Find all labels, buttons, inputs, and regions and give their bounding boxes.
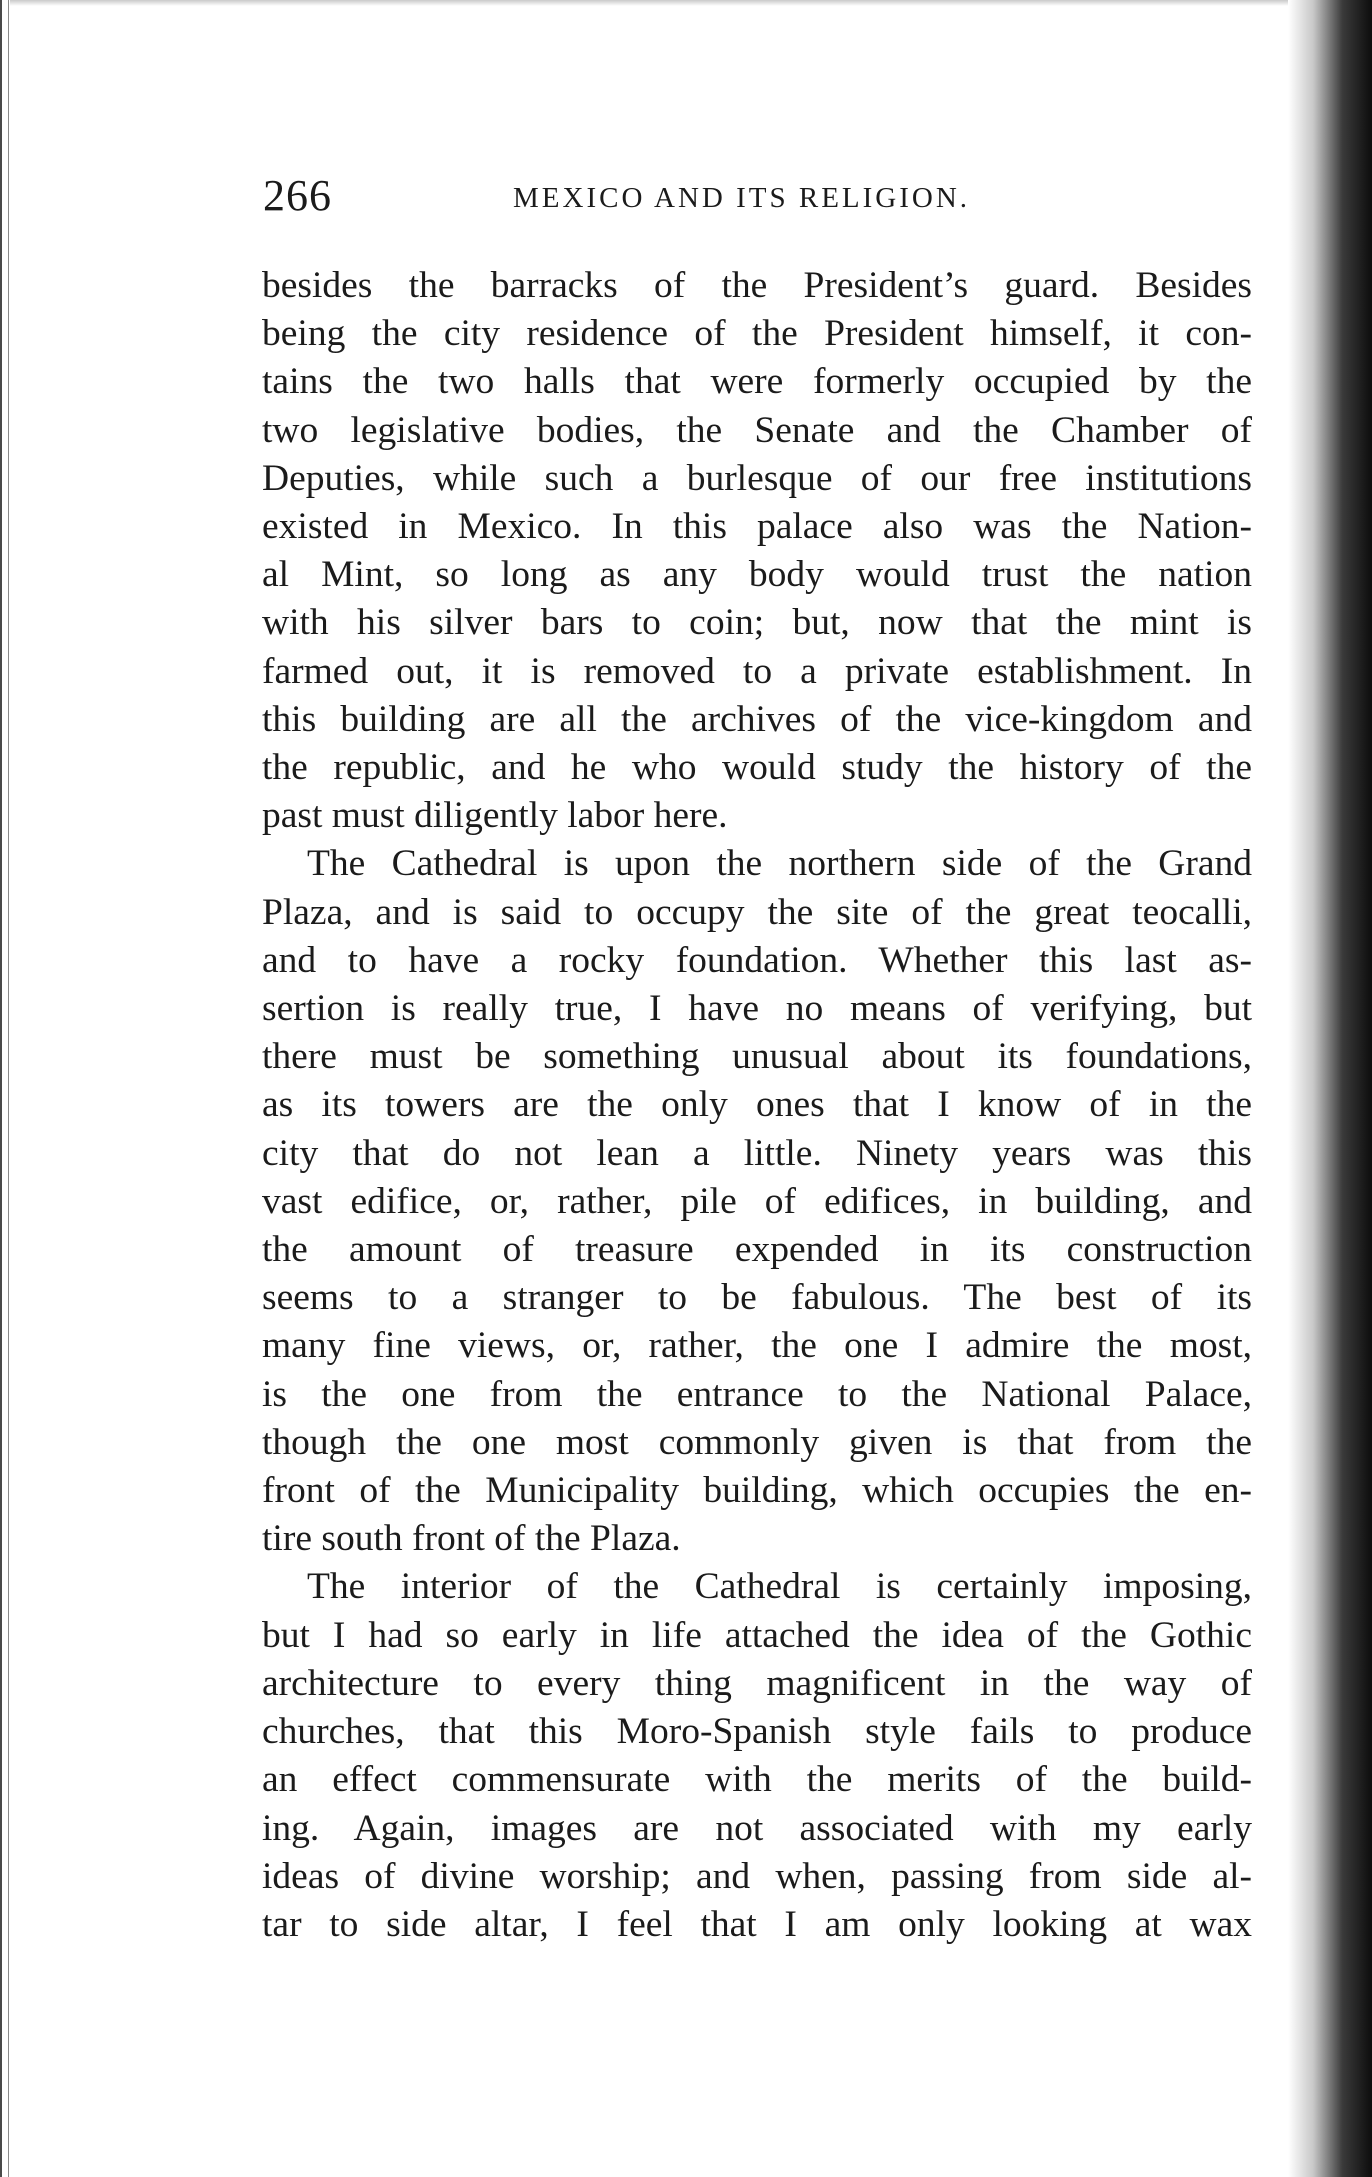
page-number: 266 bbox=[263, 171, 332, 220]
text-line: there must be something unusual about its foundations, bbox=[262, 1036, 1252, 1078]
text-line: sertion is really true, I have no means of verifying, but bbox=[262, 988, 1252, 1030]
text-line: as its towers are the only ones that I know of in the bbox=[262, 1084, 1252, 1126]
text-line: but I had so early in life attached the idea of the Gothic bbox=[262, 1614, 1252, 1656]
text-line: The Cathedral is upon the northern side of the Grand bbox=[307, 843, 1252, 885]
text-line: existed in Mexico. In this palace also was the Nation- bbox=[262, 506, 1252, 548]
text-line: tar to side altar, I feel that I am only looking at wax bbox=[262, 1903, 1252, 1945]
running-head: MEXICO AND ITS RELIGION. bbox=[513, 182, 971, 214]
text-line: the republic, and he who would study the history of the bbox=[262, 747, 1252, 789]
text-line: seems to a stranger to be fabulous. The best of its bbox=[262, 1277, 1252, 1319]
text-line: many fine views, or, rather, the one I admire the most, bbox=[262, 1325, 1252, 1367]
text-line: Deputies, while such a burlesque of our free institutions bbox=[262, 457, 1252, 499]
text-line: the amount of treasure expended in its construction bbox=[262, 1229, 1252, 1271]
page-shadow-edge bbox=[1288, 0, 1372, 2177]
text-line: city that do not lean a little. Ninety years was this bbox=[262, 1132, 1252, 1174]
text-line: The interior of the Cathedral is certainly imposing, bbox=[307, 1566, 1252, 1608]
text-line: two legislative bodies, the Senate and the Chamber of bbox=[262, 409, 1252, 451]
text-line: an effect commensurate with the merits of the build- bbox=[262, 1759, 1252, 1801]
text-line: ideas of divine worship; and when, passing from side al- bbox=[262, 1855, 1252, 1897]
text-line: vast edifice, or, rather, pile of edifices, in building, and bbox=[262, 1180, 1252, 1222]
text-line: ing. Again, images are not associated with my early bbox=[262, 1807, 1252, 1849]
text-line: churches, that this Moro-Spanish style fails to produce bbox=[262, 1711, 1252, 1753]
text-line: this building are all the archives of the vice-kingdom and bbox=[262, 698, 1252, 740]
paragraph bbox=[262, 840, 1252, 1563]
text-line: with his silver bars to coin; but, now that the mint is bbox=[262, 602, 1252, 644]
text-line: tire south front of the Plaza. bbox=[262, 1518, 681, 1560]
text-line: and to have a rocky foundation. Whether this last as- bbox=[262, 939, 1252, 981]
page-top-edge bbox=[0, 0, 1372, 6]
text-line: al Mint, so long as any body would trust the nation bbox=[262, 554, 1252, 596]
text-line: Plaza, and is said to occupy the site of the great teocalli, bbox=[262, 891, 1252, 933]
text-line: architecture to every thing magnificent in the way of bbox=[262, 1662, 1252, 1704]
paragraph bbox=[262, 1563, 1252, 1949]
paragraph bbox=[262, 262, 1252, 840]
text-line: front of the Municipality building, which occupies the en- bbox=[262, 1470, 1252, 1512]
text-line: besides the barracks of the President’s guard. Besides bbox=[262, 265, 1252, 306]
text-line: tains the two halls that were formerly occupied by the bbox=[262, 361, 1252, 403]
text-line: being the city residence of the President himself, it con- bbox=[262, 313, 1252, 355]
text-line: though the one most commonly given is that from the bbox=[262, 1421, 1252, 1463]
text-line: is the one from the entrance to the National Palace, bbox=[262, 1373, 1252, 1415]
text-line: farmed out, it is removed to a private establishment. In bbox=[262, 650, 1252, 692]
book-spine-edge bbox=[0, 0, 10, 2177]
text-line: past must diligently labor here. bbox=[262, 795, 728, 837]
body-text bbox=[262, 262, 1252, 1949]
page-header bbox=[263, 170, 1283, 230]
